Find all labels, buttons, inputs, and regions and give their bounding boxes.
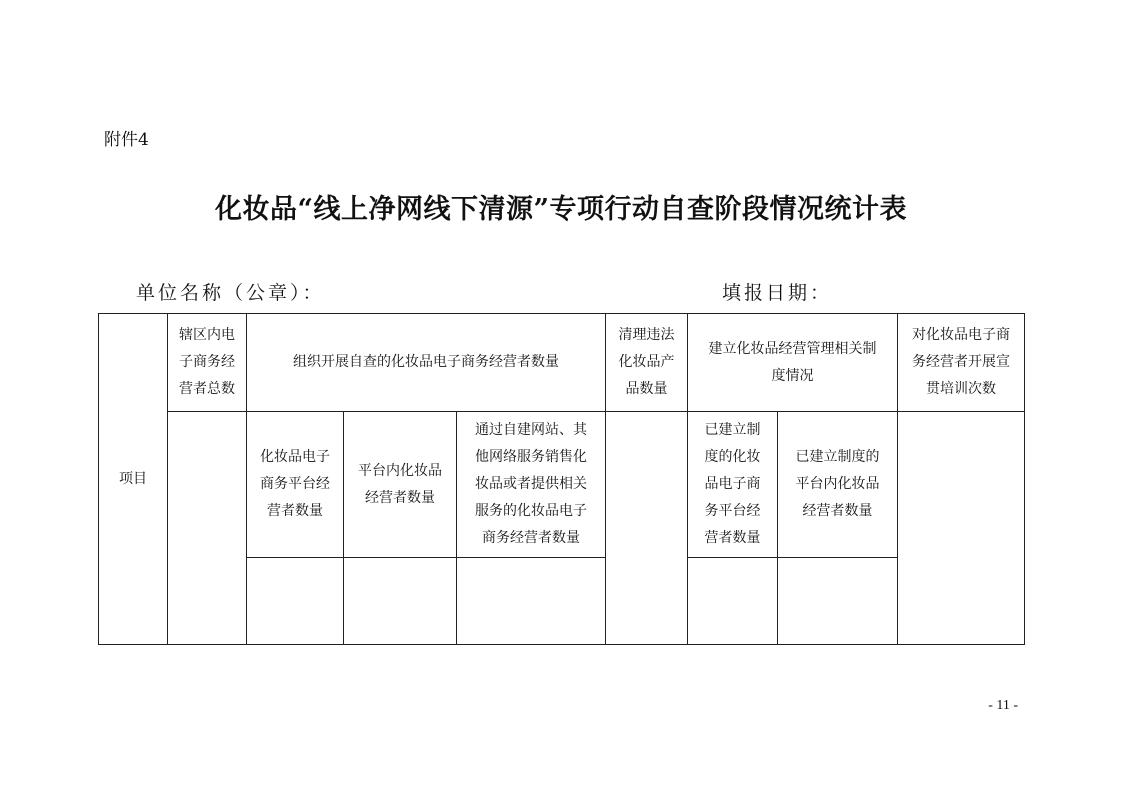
- header-total-operators-label: 辖区内电 子商务经 营者总数: [179, 327, 235, 397]
- data-cell-in-platform-operators: [344, 558, 457, 645]
- unit-name-label: 单位名称（公章）：: [136, 282, 325, 304]
- header-self-site-operators: [457, 412, 606, 558]
- header-platform-with-system: [688, 412, 778, 558]
- header-in-platform-operators: [344, 412, 457, 558]
- header-self-check-group-label: 组织开展自查的化妆品电子商务经营者数量: [293, 354, 559, 370]
- header-self-check-group: [247, 314, 606, 412]
- header-platform-operators: [247, 412, 344, 558]
- row-header-label: 项目: [119, 470, 147, 487]
- header-in-platform-with-system: [778, 412, 898, 558]
- header-self-site-operators-label: 通过自建网站、其 他网络服务销售化 妆品或者提供相关 服务的化妆品电子 商务经营者数量: [475, 422, 587, 546]
- statistics-table: [98, 313, 1025, 645]
- data-cell-self-site-operators: [457, 558, 606, 645]
- header-management-system-group-label: 建立化妆品经营管理相关制 度情况: [708, 340, 877, 384]
- header-training-count: [898, 314, 1025, 412]
- data-cell-cleanup-products: [606, 412, 688, 645]
- header-platform-operators-label: 化妆品电子 商务平台经 营者数量: [260, 449, 330, 519]
- page-number: - 11 -: [988, 698, 1018, 713]
- header-in-platform-operators-label: 平台内化妆品 经营者数量: [358, 462, 442, 506]
- row-header-item: [99, 314, 168, 645]
- header-total-operators: [168, 314, 247, 412]
- header-training-count-label: 对化妆品电子商 务经营者开展宣 贯培训次数: [912, 327, 1010, 397]
- data-cell-platform-with-system: [688, 558, 778, 645]
- data-cell-total-operators: [168, 412, 247, 645]
- data-cell-training-count: [898, 412, 1025, 645]
- header-cleanup-products-label: 清理违法 化妆品产 品数量: [618, 327, 675, 397]
- header-management-system-group: [688, 314, 898, 412]
- header-row-1: [99, 314, 1025, 412]
- header-in-platform-with-system-label: 已建立制度的 平台内化妆品 经营者数量: [795, 449, 880, 519]
- data-cell-in-platform-with-system: [778, 558, 898, 645]
- header-platform-with-system-label: 已建立制 度的化妆 品电子商 务平台经 营者数量: [704, 422, 761, 546]
- header-row-2: [99, 412, 1025, 558]
- data-cell-platform-operators: [247, 558, 344, 645]
- header-cleanup-products: [606, 314, 688, 412]
- fill-date-label: 填报日期：: [722, 282, 833, 304]
- document-title: 化妆品“线上净网线下清源”专项行动自查阶段情况统计表: [214, 194, 908, 225]
- attachment-label: 附件4: [104, 130, 149, 150]
